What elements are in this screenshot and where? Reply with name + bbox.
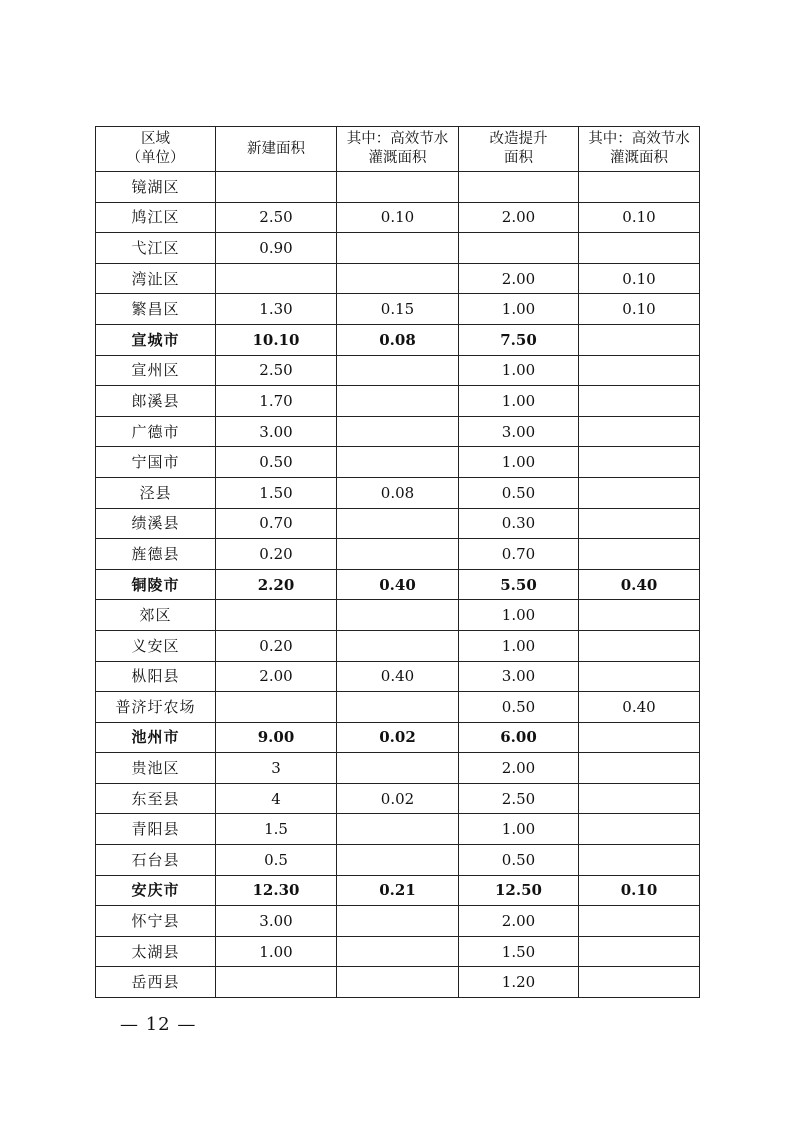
new-efficient-cell bbox=[337, 906, 459, 937]
upgrade-efficient-cell bbox=[579, 324, 700, 355]
table-row bbox=[96, 661, 700, 692]
upgrade-efficient-cell bbox=[579, 233, 700, 264]
upgrade-area-cell: 0.50 bbox=[459, 692, 579, 723]
table-row bbox=[96, 386, 700, 417]
new-area-cell: 3.00 bbox=[216, 416, 337, 447]
table-row bbox=[96, 753, 700, 784]
upgrade-area-cell: 1.00 bbox=[459, 630, 579, 661]
table-row bbox=[96, 355, 700, 386]
new-efficient-cell bbox=[337, 539, 459, 570]
region-name-cell: 镜湖区 bbox=[96, 172, 216, 203]
upgrade-efficient-cell: 0.10 bbox=[579, 875, 700, 906]
upgrade-area-cell: 0.50 bbox=[459, 477, 579, 508]
upgrade-efficient-cell bbox=[579, 172, 700, 203]
region-name-cell: 怀宁县 bbox=[96, 906, 216, 937]
region-name-cell: 青阳县 bbox=[96, 814, 216, 845]
new-area-cell: 4 bbox=[216, 783, 337, 814]
region-name-cell: 鸠江区 bbox=[96, 202, 216, 233]
upgrade-efficient-cell bbox=[579, 447, 700, 478]
upgrade-efficient-cell bbox=[579, 508, 700, 539]
table-row bbox=[96, 906, 700, 937]
new-area-cell: 12.30 bbox=[216, 875, 337, 906]
region-name-cell: 广德市 bbox=[96, 416, 216, 447]
header-new-efficient bbox=[337, 127, 459, 172]
new-area-cell: 0.90 bbox=[216, 233, 337, 264]
upgrade-area-cell: 0.30 bbox=[459, 508, 579, 539]
upgrade-area-cell: 1.00 bbox=[459, 447, 579, 478]
region-name-cell: 繁昌区 bbox=[96, 294, 216, 325]
upgrade-area-cell: 0.70 bbox=[459, 539, 579, 570]
new-efficient-cell bbox=[337, 600, 459, 631]
new-efficient-cell: 0.10 bbox=[337, 202, 459, 233]
new-efficient-cell bbox=[337, 233, 459, 264]
new-efficient-cell: 0.40 bbox=[337, 661, 459, 692]
table-row bbox=[96, 600, 700, 631]
new-area-cell: 0.70 bbox=[216, 508, 337, 539]
table-row-subtotal bbox=[96, 875, 700, 906]
new-efficient-cell bbox=[337, 753, 459, 784]
new-efficient-cell: 0.02 bbox=[337, 783, 459, 814]
upgrade-area-cell: 7.50 bbox=[459, 324, 579, 355]
upgrade-efficient-cell: 0.10 bbox=[579, 202, 700, 233]
region-name-cell: 弋江区 bbox=[96, 233, 216, 264]
new-area-cell: 0.20 bbox=[216, 539, 337, 570]
upgrade-efficient-cell: 0.40 bbox=[579, 692, 700, 723]
table-row bbox=[96, 508, 700, 539]
upgrade-area-cell: 1.00 bbox=[459, 294, 579, 325]
table-row bbox=[96, 477, 700, 508]
region-name-cell: 湾沚区 bbox=[96, 263, 216, 294]
new-area-cell: 1.70 bbox=[216, 386, 337, 417]
new-area-cell bbox=[216, 263, 337, 294]
table-row-subtotal bbox=[96, 569, 700, 600]
new-area-cell: 0.20 bbox=[216, 630, 337, 661]
upgrade-efficient-cell bbox=[579, 416, 700, 447]
table-row bbox=[96, 967, 700, 998]
upgrade-efficient-cell bbox=[579, 386, 700, 417]
header-upgrade-efficient bbox=[579, 127, 700, 172]
region-name-cell: 旌德县 bbox=[96, 539, 216, 570]
upgrade-efficient-cell bbox=[579, 783, 700, 814]
table-row bbox=[96, 263, 700, 294]
table-row bbox=[96, 814, 700, 845]
region-name-cell: 宣州区 bbox=[96, 355, 216, 386]
upgrade-efficient-cell: 0.10 bbox=[579, 294, 700, 325]
upgrade-area-cell: 1.00 bbox=[459, 600, 579, 631]
table-row bbox=[96, 692, 700, 723]
table-row bbox=[96, 172, 700, 203]
region-name-cell: 东至县 bbox=[96, 783, 216, 814]
new-efficient-cell: 0.21 bbox=[337, 875, 459, 906]
page-number: — 12 — bbox=[120, 1014, 197, 1035]
upgrade-efficient-cell bbox=[579, 936, 700, 967]
new-efficient-cell: 0.02 bbox=[337, 722, 459, 753]
upgrade-efficient-cell bbox=[579, 753, 700, 784]
upgrade-area-cell: 2.50 bbox=[459, 783, 579, 814]
upgrade-efficient-cell bbox=[579, 722, 700, 753]
upgrade-area-cell: 1.00 bbox=[459, 386, 579, 417]
region-name-cell: 绩溪县 bbox=[96, 508, 216, 539]
new-area-cell: 1.00 bbox=[216, 936, 337, 967]
table-row bbox=[96, 416, 700, 447]
table-row-subtotal bbox=[96, 324, 700, 355]
new-efficient-cell bbox=[337, 263, 459, 294]
upgrade-efficient-cell bbox=[579, 477, 700, 508]
new-area-cell bbox=[216, 692, 337, 723]
new-area-cell: 0.5 bbox=[216, 845, 337, 876]
new-efficient-cell bbox=[337, 630, 459, 661]
new-area-cell: 1.5 bbox=[216, 814, 337, 845]
upgrade-area-cell: 1.00 bbox=[459, 814, 579, 845]
upgrade-area-cell: 2.00 bbox=[459, 753, 579, 784]
new-efficient-cell: 0.15 bbox=[337, 294, 459, 325]
region-name-cell: 郊区 bbox=[96, 600, 216, 631]
upgrade-area-cell: 1.50 bbox=[459, 936, 579, 967]
region-name-cell: 义安区 bbox=[96, 630, 216, 661]
region-name-cell: 岳西县 bbox=[96, 967, 216, 998]
table-row bbox=[96, 845, 700, 876]
region-name-cell: 石台县 bbox=[96, 845, 216, 876]
region-name-cell: 池州市 bbox=[96, 722, 216, 753]
header-row bbox=[96, 127, 700, 172]
new-area-cell: 9.00 bbox=[216, 722, 337, 753]
region-name-cell: 安庆市 bbox=[96, 875, 216, 906]
new-area-cell: 2.50 bbox=[216, 202, 337, 233]
upgrade-area-cell: 6.00 bbox=[459, 722, 579, 753]
new-area-cell: 10.10 bbox=[216, 324, 337, 355]
upgrade-area-cell: 3.00 bbox=[459, 416, 579, 447]
upgrade-area-cell: 5.50 bbox=[459, 569, 579, 600]
new-efficient-cell bbox=[337, 386, 459, 417]
table-row-subtotal bbox=[96, 722, 700, 753]
new-efficient-cell bbox=[337, 967, 459, 998]
header-region-line-2: （单位） bbox=[126, 150, 185, 166]
new-efficient-cell bbox=[337, 416, 459, 447]
upgrade-area-cell: 0.50 bbox=[459, 845, 579, 876]
new-area-cell bbox=[216, 600, 337, 631]
header-region-line-1: 区域 bbox=[141, 131, 170, 147]
new-efficient-cell: 0.40 bbox=[337, 569, 459, 600]
new-efficient-cell bbox=[337, 508, 459, 539]
upgrade-area-cell: 1.20 bbox=[459, 967, 579, 998]
new-area-cell: 3.00 bbox=[216, 906, 337, 937]
table-row bbox=[96, 783, 700, 814]
upgrade-efficient-cell bbox=[579, 600, 700, 631]
new-area-cell: 2.00 bbox=[216, 661, 337, 692]
region-name-cell: 泾县 bbox=[96, 477, 216, 508]
header-upgrade-area bbox=[459, 127, 579, 172]
new-area-cell bbox=[216, 967, 337, 998]
table-header bbox=[96, 127, 700, 172]
region-name-cell: 宣城市 bbox=[96, 324, 216, 355]
upgrade-area-cell: 3.00 bbox=[459, 661, 579, 692]
upgrade-efficient-cell bbox=[579, 845, 700, 876]
region-name-cell: 枞阳县 bbox=[96, 661, 216, 692]
new-area-cell: 1.30 bbox=[216, 294, 337, 325]
upgrade-area-cell bbox=[459, 233, 579, 264]
table-row bbox=[96, 294, 700, 325]
new-efficient-cell bbox=[337, 447, 459, 478]
table-body bbox=[96, 172, 700, 998]
new-efficient-cell bbox=[337, 355, 459, 386]
header-new-efficient-line-2: 灌溉面积 bbox=[368, 150, 427, 166]
table-row bbox=[96, 202, 700, 233]
header-upgrade-efficient-line-1: 其中：高效节水 bbox=[588, 131, 690, 147]
upgrade-efficient-cell bbox=[579, 355, 700, 386]
upgrade-efficient-cell: 0.10 bbox=[579, 263, 700, 294]
upgrade-efficient-cell: 0.40 bbox=[579, 569, 700, 600]
header-upgrade-efficient-line-2: 灌溉面积 bbox=[610, 150, 668, 166]
new-efficient-cell bbox=[337, 936, 459, 967]
upgrade-area-cell: 12.50 bbox=[459, 875, 579, 906]
table-row bbox=[96, 233, 700, 264]
new-efficient-cell bbox=[337, 692, 459, 723]
new-area-cell: 1.50 bbox=[216, 477, 337, 508]
new-efficient-cell: 0.08 bbox=[337, 477, 459, 508]
table-row bbox=[96, 630, 700, 661]
upgrade-efficient-cell bbox=[579, 539, 700, 570]
upgrade-efficient-cell bbox=[579, 661, 700, 692]
upgrade-area-cell: 1.00 bbox=[459, 355, 579, 386]
region-name-cell: 贵池区 bbox=[96, 753, 216, 784]
header-upgrade-area-line-2: 面积 bbox=[504, 150, 533, 166]
region-name-cell: 普济圩农场 bbox=[96, 692, 216, 723]
table-row bbox=[96, 447, 700, 478]
upgrade-efficient-cell bbox=[579, 967, 700, 998]
irrigation-area-table bbox=[95, 126, 700, 998]
upgrade-area-cell: 2.00 bbox=[459, 906, 579, 937]
new-efficient-cell bbox=[337, 172, 459, 203]
new-area-cell: 3 bbox=[216, 753, 337, 784]
new-efficient-cell bbox=[337, 845, 459, 876]
header-new-efficient-line-1: 其中：高效节水 bbox=[346, 131, 449, 147]
header-region bbox=[96, 127, 216, 172]
upgrade-efficient-cell bbox=[579, 630, 700, 661]
new-area-cell: 2.50 bbox=[216, 355, 337, 386]
table-row bbox=[96, 936, 700, 967]
region-name-cell: 太湖县 bbox=[96, 936, 216, 967]
table-row bbox=[96, 539, 700, 570]
upgrade-area-cell: 2.00 bbox=[459, 202, 579, 233]
header-upgrade-area-line-1: 改造提升 bbox=[489, 131, 548, 147]
new-efficient-cell: 0.08 bbox=[337, 324, 459, 355]
region-name-cell: 宁国市 bbox=[96, 447, 216, 478]
new-efficient-cell bbox=[337, 814, 459, 845]
new-area-cell bbox=[216, 172, 337, 203]
upgrade-efficient-cell bbox=[579, 906, 700, 937]
header-new-area bbox=[216, 127, 337, 172]
new-area-cell: 2.20 bbox=[216, 569, 337, 600]
region-name-cell: 郎溪县 bbox=[96, 386, 216, 417]
upgrade-efficient-cell bbox=[579, 814, 700, 845]
upgrade-area-cell bbox=[459, 172, 579, 203]
header-new-area-line-1: 新建面积 bbox=[247, 140, 305, 157]
upgrade-area-cell: 2.00 bbox=[459, 263, 579, 294]
new-area-cell: 0.50 bbox=[216, 447, 337, 478]
region-name-cell: 铜陵市 bbox=[96, 569, 216, 600]
